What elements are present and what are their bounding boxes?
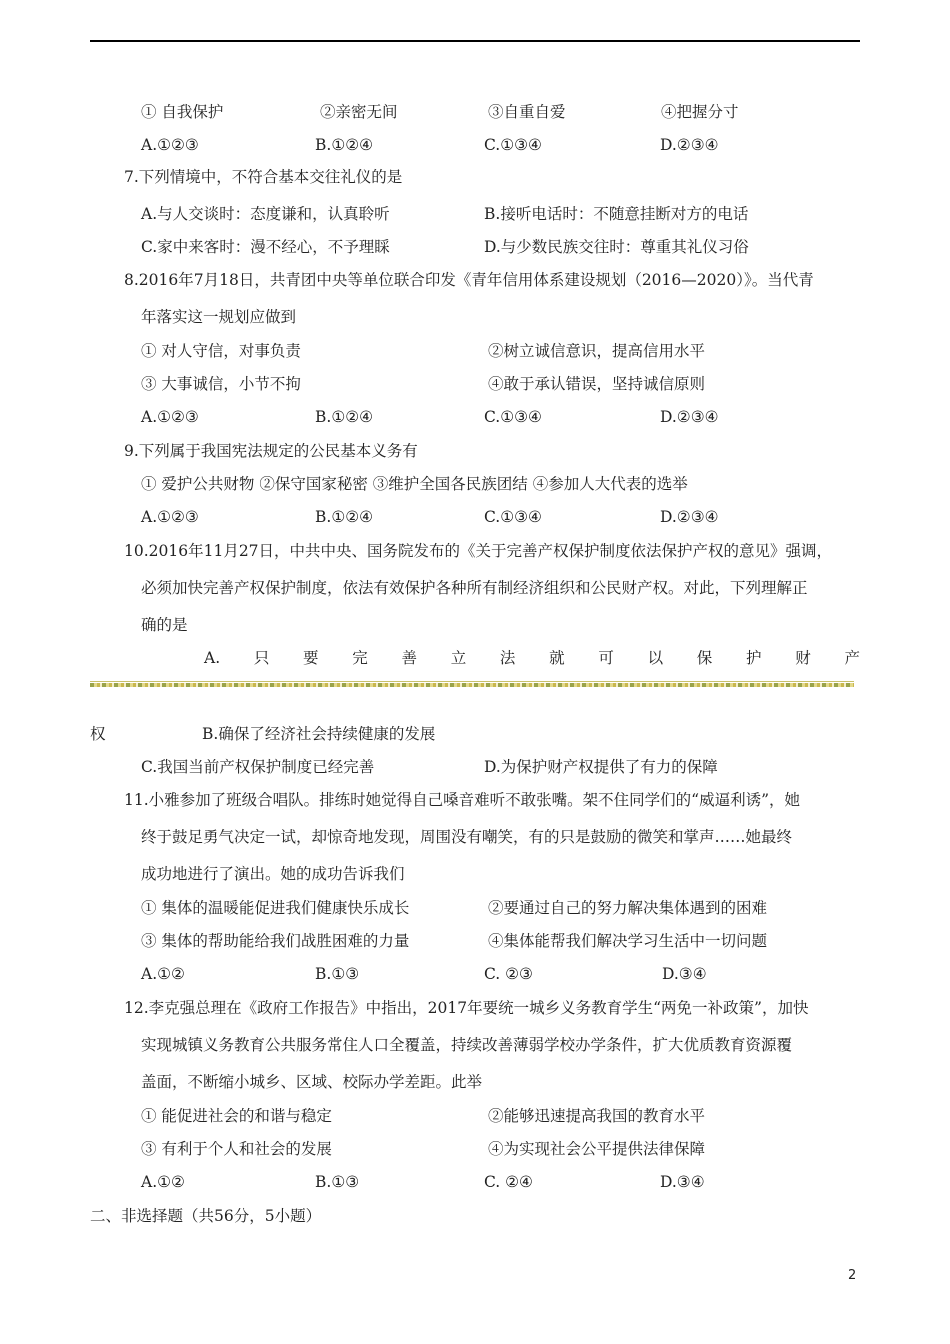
q10-choice-a-char: 可	[598, 649, 614, 667]
decorative-divider-line	[90, 681, 854, 682]
q8-option-1: ① 对人守信，对事负责	[141, 342, 301, 360]
q10-choice-a-char: 完	[352, 649, 368, 667]
q11-choice-c: C. ②③	[484, 965, 533, 983]
decorative-divider	[90, 683, 854, 687]
q10-choice-a-char: 就	[549, 649, 565, 667]
q11-option-4: ④集体能帮我们解决学习生活中一切问题	[488, 932, 768, 950]
q6-choice-a: A.①②③	[141, 136, 199, 154]
q8-option-2: ②树立诚信意识，提高信用水平	[488, 342, 706, 360]
q10-choice-a-char: 产	[844, 649, 860, 667]
q11-choice-d: D.③④	[662, 965, 707, 983]
q12-option-3: ③ 有利于个人和社会的发展	[141, 1140, 332, 1158]
q12-choice-c: C. ②④	[484, 1173, 533, 1191]
q10-choice-a-char: 立	[450, 649, 467, 667]
q12-stem-line1: 12.李克强总理在《政府工作报告》中指出，2017年要统一城乡义务教育学生“两免一补政策”，加快	[124, 999, 809, 1017]
q8-stem-line2: 年落实这一规划应做到	[141, 308, 297, 326]
q10-choice-d: D.为保护财产权提供了有力的保障	[484, 758, 718, 776]
q12-choice-a: A.①②	[141, 1173, 185, 1191]
q10-choice-a-char: 要	[303, 649, 319, 667]
q8-choice-c: C.①③④	[484, 408, 542, 426]
q12-choice-b: B.①③	[315, 1173, 360, 1191]
q12-option-4: ④为实现社会公平提供法律保障	[488, 1140, 706, 1158]
q6-option-4: ④把握分寸	[661, 103, 739, 121]
q10-stem-line1: 10.2016年11月27日，中共中央、国务院发布的《关于完善产权保护制度依法保护产权的意见》强调，	[124, 542, 833, 560]
q11-option-3: ③ 集体的帮助能给我们战胜困难的力量	[141, 932, 410, 950]
header-rule	[90, 40, 860, 42]
q6-choice-c: C.①③④	[484, 136, 542, 154]
q11-option-2: ②要通过自己的努力解决集体遇到的困难	[488, 899, 768, 917]
q10-choice-b: B.确保了经济社会持续健康的发展	[202, 725, 436, 743]
q10-choice-a-char: 法	[499, 649, 516, 667]
q7-choice-b: B.接听电话时：不随意挂断对方的电话	[484, 205, 749, 223]
q6-option-1: ① 自我保护	[141, 103, 224, 121]
q10-choice-a-tail: 权	[90, 725, 106, 743]
q12-stem-line2: 实现城镇义务教育公共服务常住人口全覆盖，持续改善薄弱学校办学条件，扩大优质教育资源覆	[141, 1036, 793, 1054]
q8-stem-line1: 8.2016年7月18日，共青团中央等单位联合印发《青年信用体系建设规划（2016—2020）》。当代青	[124, 271, 814, 289]
q10-choice-a	[204, 648, 860, 668]
q9-stem: 9.下列属于我国宪法规定的公民基本义务有	[124, 442, 418, 460]
q9-choice-d: D.②③④	[660, 508, 719, 526]
q7-stem: 7.下列情境中，不符合基本交往礼仪的是	[124, 168, 403, 186]
q6-choice-b: B.①②④	[315, 136, 374, 154]
q8-choice-d: D.②③④	[660, 408, 719, 426]
q8-choice-b: B.①②④	[315, 408, 374, 426]
q8-choice-a: A.①②③	[141, 408, 199, 426]
q10-choice-a-char: 以	[647, 649, 664, 667]
page-number: 2	[848, 1268, 857, 1283]
q12-choice-d: D.③④	[660, 1173, 705, 1191]
q9-choice-a: A.①②③	[141, 508, 199, 526]
q11-option-1: ① 集体的温暖能促进我们健康快乐成长	[141, 899, 410, 917]
q9-choice-c: C.①③④	[484, 508, 542, 526]
section-heading: 二、非选择题（共56分，5小题）	[90, 1207, 322, 1225]
q10-stem-line3: 确的是	[141, 616, 188, 634]
q9-choice-b: B.①②④	[315, 508, 374, 526]
q10-choice-a-char: 善	[401, 649, 417, 667]
q7-choice-d: D.与少数民族交往时：尊重其礼仪习俗	[484, 238, 749, 256]
q12-stem-line3: 盖面，不断缩小城乡、区域、校际办学差距。此举	[141, 1073, 483, 1091]
q6-choice-d: D.②③④	[660, 136, 719, 154]
q11-choice-a: A.①②	[141, 965, 185, 983]
q6-option-2: ②亲密无间	[320, 103, 398, 121]
q10-choice-a-char: 护	[746, 649, 762, 667]
q11-stem-line3: 成功地进行了演出。她的成功告诉我们	[141, 865, 405, 883]
q11-stem-line1: 11.小雅参加了班级合唱队。排练时她觉得自己嗓音难听不敢张嘴。架不住同学们的“威逼利诱”，她	[124, 791, 801, 809]
q11-choice-b: B.①③	[315, 965, 360, 983]
q10-choice-c: C.我国当前产权保护制度已经完善	[141, 758, 375, 776]
q10-choice-a-char: 财	[795, 649, 811, 667]
q7-choice-c: C.家中来客时：漫不经心，不予理睬	[141, 238, 390, 256]
q8-option-4: ④敢于承认错误，坚持诚信原则	[488, 375, 706, 393]
q6-option-3: ③自重自爱	[488, 103, 566, 121]
q10-choice-a-char: A.	[204, 649, 221, 667]
q12-option-1: ① 能促进社会的和谐与稳定	[141, 1107, 332, 1125]
q9-options: ① 爱护公共财物 ②保守国家秘密 ③维护全国各民族团结 ④参加人大代表的选举	[141, 475, 688, 493]
q7-choice-a: A.与人交谈时：态度谦和，认真聆听	[141, 205, 390, 223]
q11-stem-line2: 终于鼓足勇气决定一试，却惊奇地发现，周围没有嘲笑，有的只是鼓励的微笑和掌声……她最终	[141, 828, 793, 846]
q10-stem-line2: 必须加快完善产权保护制度，依法有效保护各种所有制经济组织和公民财产权。对此，下列理解正	[141, 579, 808, 597]
q10-choice-a-char: 只	[253, 649, 270, 667]
q8-option-3: ③ 大事诚信，小节不拘	[141, 375, 301, 393]
q10-choice-a-char: 保	[696, 649, 713, 667]
q12-option-2: ②能够迅速提高我国的教育水平	[488, 1107, 706, 1125]
